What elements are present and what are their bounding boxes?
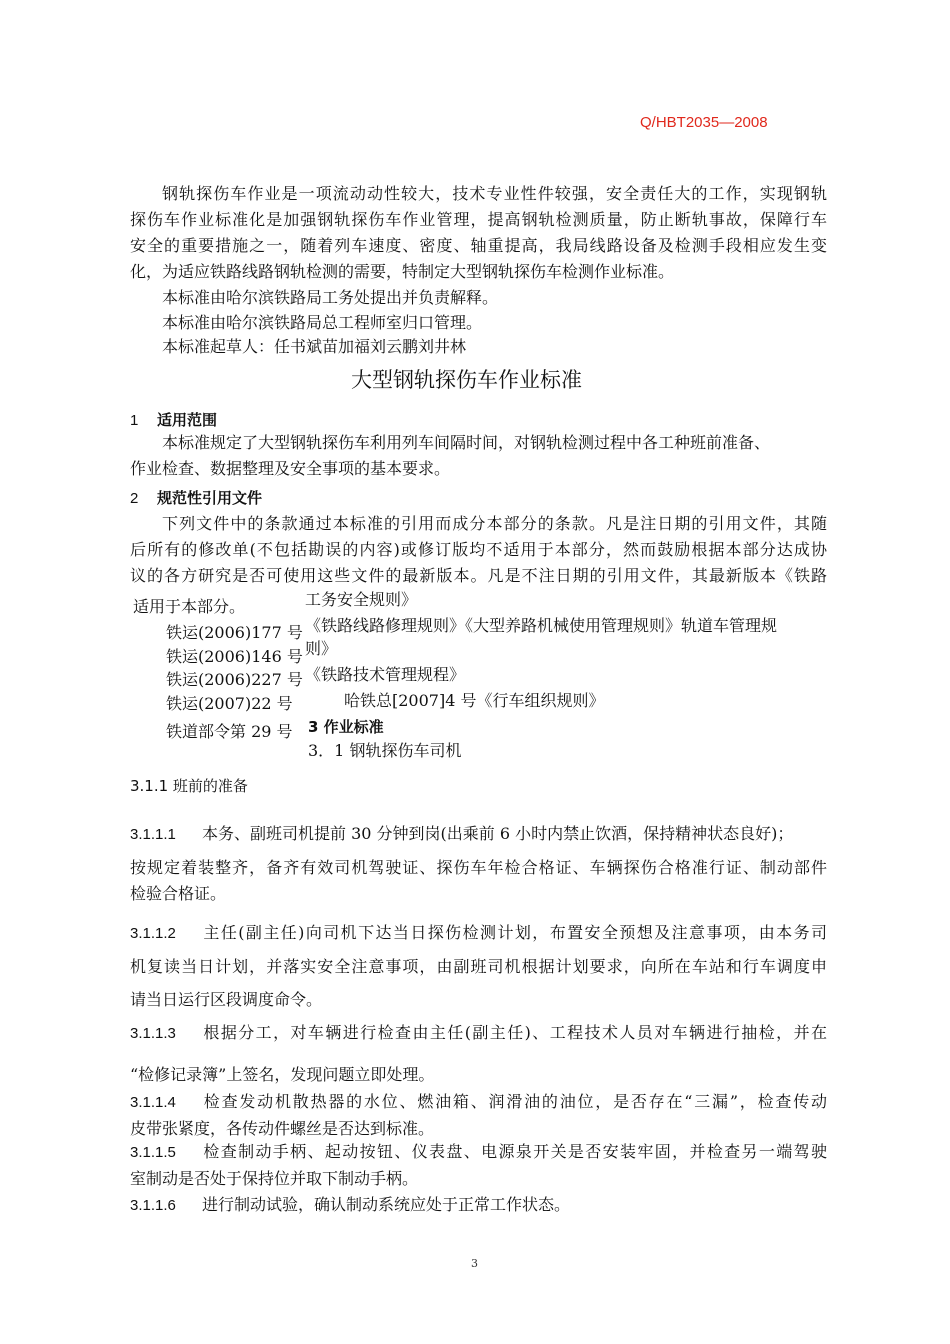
foreword-line: 钢轨探伤车作业是一项流动动性较大，技术专业性件较强，安全责任大的工作，实现钢轨 xyxy=(162,184,827,203)
clause-line: “检修记录簿”上签名，发现问题立即处理。 xyxy=(130,1065,435,1084)
reference-title: 《铁路技术管理规程》 xyxy=(305,665,466,684)
clause-3-1-1-1 xyxy=(130,821,793,848)
clause-line: 室制动是否处于保持位并取下制动手柄。 xyxy=(130,1169,419,1188)
subsection-3-1-1-heading: 3.1.1 班前的准备 xyxy=(130,777,248,795)
clause-line: 机复读当日计划，并落实安全注意事项，由副班司机根据计划要求，向所在车站和行车调度申 xyxy=(130,957,827,976)
paragraph-line: 本标准规定了大型钢轨探伤车利用列车间隔时间，对钢轨检测过程中各工种班前准备、 xyxy=(162,433,771,452)
page-title: 大型钢轨探伤车作业标准 xyxy=(351,368,582,392)
reference-code: 铁运(2007)22 号 xyxy=(166,694,293,713)
section-2-heading xyxy=(130,487,262,508)
section-number: 2 xyxy=(130,490,139,507)
section-1-heading xyxy=(130,409,217,430)
section-1-paragraph xyxy=(130,430,827,482)
reference-title: 则》 xyxy=(305,639,338,658)
paragraph-line: 后所有的修改单(不包括勘误的内容)或修订版均不适用于本部分，然而鼓励根据本部分达成协 xyxy=(130,540,827,559)
section-title: 规范性引用文件 xyxy=(157,489,263,507)
reference-title: 工务安全规则》 xyxy=(305,590,418,609)
document-number: Q/HBT2035—2008 xyxy=(640,114,768,131)
clause-text: 本务、副班司机提前 30 分钟到岗(出乘前 6 小时内禁止饮酒，保持精神状态良好)； xyxy=(202,824,794,843)
clause-3-1-1-5 xyxy=(130,1139,827,1192)
clause-3-1-1-2 xyxy=(130,916,827,1016)
section-title: 适用范围 xyxy=(157,411,218,429)
foreword-line: 化，为适应铁路线路钢轨检测的需要，特制定大型钢轨探伤车检测作业标准。 xyxy=(130,262,675,281)
clause-text: 进行制动试验，确认制动系统应处于正常工作状态。 xyxy=(202,1195,571,1214)
page-number: 3 xyxy=(471,1257,478,1270)
subsection-heading: 3．1 钢轨探伤车司机 xyxy=(308,741,462,760)
section-3-heading: 3 作业标准 xyxy=(308,718,384,736)
reference-title: 哈铁总[2007]4 号《行车组织规则》 xyxy=(344,691,605,710)
clause-text: 检查发动机散热器的水位、燃油箱、润滑油的油位，是否存在“三漏”，检查传动 xyxy=(202,1092,827,1111)
clause-3-1-1-6 xyxy=(130,1192,570,1219)
paragraph-line: 作业检查、数据整理及安全事项的基本要求。 xyxy=(130,459,451,478)
reference-title: 《铁路线路修理规则》《大型养路机械使用管理规则》轨道车管理规 xyxy=(305,616,778,635)
clause-3-1-1-3 xyxy=(130,1020,827,1047)
foreword-proposer: 本标准由哈尔滨铁路局工务处提出并负责解释。 xyxy=(162,288,499,307)
clause-text: 检查制动手柄、起动按钮、仪表盘、电源泉开关是否安装牢固，并检查另一端驾驶 xyxy=(202,1142,827,1161)
clause-number: 3.1.1.3 xyxy=(130,1025,176,1042)
clause-text: 根据分工，对车辆进行检查由主任(副主任)、工程技术人员对车辆进行抽检，并在 xyxy=(202,1023,827,1042)
foreword-drafters: 本标准起草人：任书斌苗加福刘云鹏刘井林 xyxy=(162,337,467,356)
clause-line: 皮带张紧度，各传动件螺丝是否达到标准。 xyxy=(130,1119,435,1138)
foreword-line: 安全的重要措施之一，随着列车速度、密度、轴重提高，我局线路设备及检测手段相应发生变 xyxy=(130,236,827,255)
clause-number: 3.1.1.6 xyxy=(130,1197,176,1214)
clause-number: 3.1.1.1 xyxy=(130,826,176,843)
clause-3-1-1-4 xyxy=(130,1089,827,1142)
clause-number: 3.1.1.5 xyxy=(130,1144,176,1161)
paragraph-line: 议的各方研究是否可使用这些文件的最新版本。凡是不注日期的引用文件，其最新版本《铁路 xyxy=(130,566,827,585)
clause-line: 按规定着装整齐，备齐有效司机驾驶证、探伤车年检合格证、车辆探伤合格准行证、制动部件 xyxy=(130,858,827,877)
clause-line: 检验合格证。 xyxy=(130,884,227,903)
paragraph-line: 下列文件中的条款通过本标准的引用而成分本部分的条款。凡是注日期的引用文件，其随 xyxy=(162,514,827,533)
foreword-line: 探伤车作业标准化是加强钢轨探伤车作业管理，提高钢轨检测质量，防止断轨事故，保障行车 xyxy=(130,210,827,229)
clause-line: 请当日运行区段调度命令。 xyxy=(130,990,323,1009)
reference-code: 铁运(2006)177 号 xyxy=(166,623,303,642)
section-number: 1 xyxy=(130,412,139,429)
reference-code: 铁运(2006)146 号 xyxy=(166,647,303,666)
section-2-paragraph xyxy=(130,511,827,589)
clause-3-1-1-1-continued xyxy=(130,855,827,907)
reference-code: 铁道部令第 29 号 xyxy=(166,722,293,741)
reference-code: 铁运(2006)227 号 xyxy=(166,670,303,689)
foreword-manager: 本标准由哈尔滨铁路局总工程师室归口管理。 xyxy=(162,313,483,332)
clause-number: 3.1.1.4 xyxy=(130,1094,176,1111)
foreword-paragraph xyxy=(130,181,827,285)
applies-text: 适用于本部分。 xyxy=(133,597,246,616)
clause-number: 3.1.1.2 xyxy=(130,925,176,942)
clause-text: 主任(副主任)向司机下达当日探伤检测计划，布置安全预想及注意事项，由本务司 xyxy=(202,923,827,942)
